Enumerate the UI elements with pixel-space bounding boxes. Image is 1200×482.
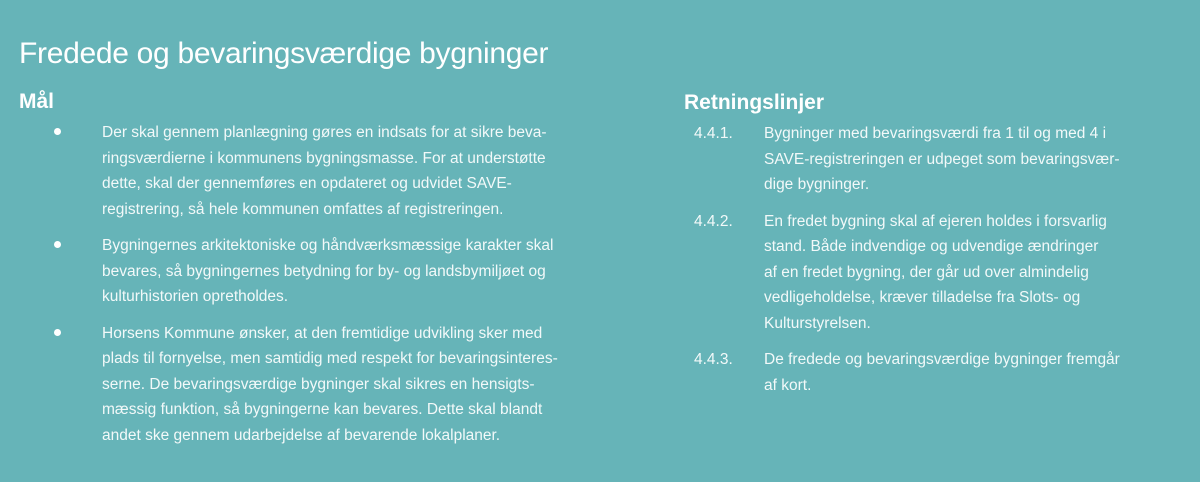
goal-item [0, 120, 640, 222]
guideline-item [694, 121, 1194, 198]
guideline-text-line: stand. Både indvendige og udvendige ændringer [764, 238, 1099, 255]
goal-item [0, 233, 640, 310]
guideline-number: 4.4.3. [694, 351, 733, 368]
goals-heading: Mål [19, 90, 55, 114]
goal-text-line: kulturhistorien opretholdes. [102, 288, 289, 305]
guideline-number: 4.4.1. [694, 125, 733, 142]
goal-item [0, 321, 640, 449]
goal-text-line: mæssig funktion, så bygningerne kan bevares. Dette skal blandt [102, 401, 543, 418]
goal-text-line: ringsværdierne i kommunens bygningsmasse. For at understøtte [102, 149, 546, 167]
guideline-text-line: SAVE-registreringen er udpeget som bevaringsvær- [764, 150, 1120, 168]
guideline-text-line: De fredede og bevaringsværdige bygninger fremgår [764, 351, 1120, 368]
bullet-icon [54, 241, 61, 248]
goals-list [0, 120, 640, 459]
goal-text-line: serne. De bevaringsværdige bygninger skal sikres en hensigts- [102, 375, 535, 393]
bullet-icon [54, 329, 61, 336]
guideline-text-line: En fredet bygning skal af ejeren holdes i forsvarlig [764, 212, 1107, 230]
guideline-text-line: af en fredet bygning, der går ud over almindelig [764, 263, 1089, 281]
guideline-text-line: dige bygninger. [764, 176, 870, 193]
goal-text-line: Horsens Kommune ønsker, at den fremtidige udvikling sker med [102, 324, 543, 342]
goal-text-line: andet ske gennem udarbejdelse af bevarende lokalplaner. [102, 426, 501, 444]
guidelines-heading: Retningslinjer [684, 91, 825, 115]
goal-text-line: bevares, så bygningernes betydning for by- og landsbymiljøet og [102, 262, 546, 280]
goal-text-line: dette, skal der gennemføres en opdateret og udvidet SAVE- [102, 175, 512, 192]
goal-text-line: plads til fornyelse, men samtidig med respekt for bevaringsinteres- [102, 350, 558, 367]
guideline-text-line: Kulturstyrelsen. [764, 314, 871, 332]
guideline-number: 4.4.2. [694, 212, 733, 230]
goal-text-line: Der skal gennem planlægning gøres en indsats for at sikre beva- [102, 124, 547, 141]
page-title: Fredede og bevaringsværdige bygninger [19, 37, 549, 71]
guideline-text-line: af kort. [764, 376, 812, 394]
goal-text-line: registrering, så hele kommunen omfattes af registreringen. [102, 200, 504, 218]
guideline-text-line: vedligeholdelse, kræver tilladelse fra Slots- og [764, 289, 1081, 306]
guideline-item [694, 209, 1194, 337]
guideline-text-line: Bygninger med bevaringsværdi fra 1 til og med 4 i [764, 125, 1107, 142]
guidelines-list [694, 121, 1194, 409]
guideline-item [694, 347, 1194, 398]
goal-text-line: Bygningernes arkitektoniske og håndværksmæssige karakter skal [102, 237, 554, 254]
bullet-icon [54, 128, 61, 135]
